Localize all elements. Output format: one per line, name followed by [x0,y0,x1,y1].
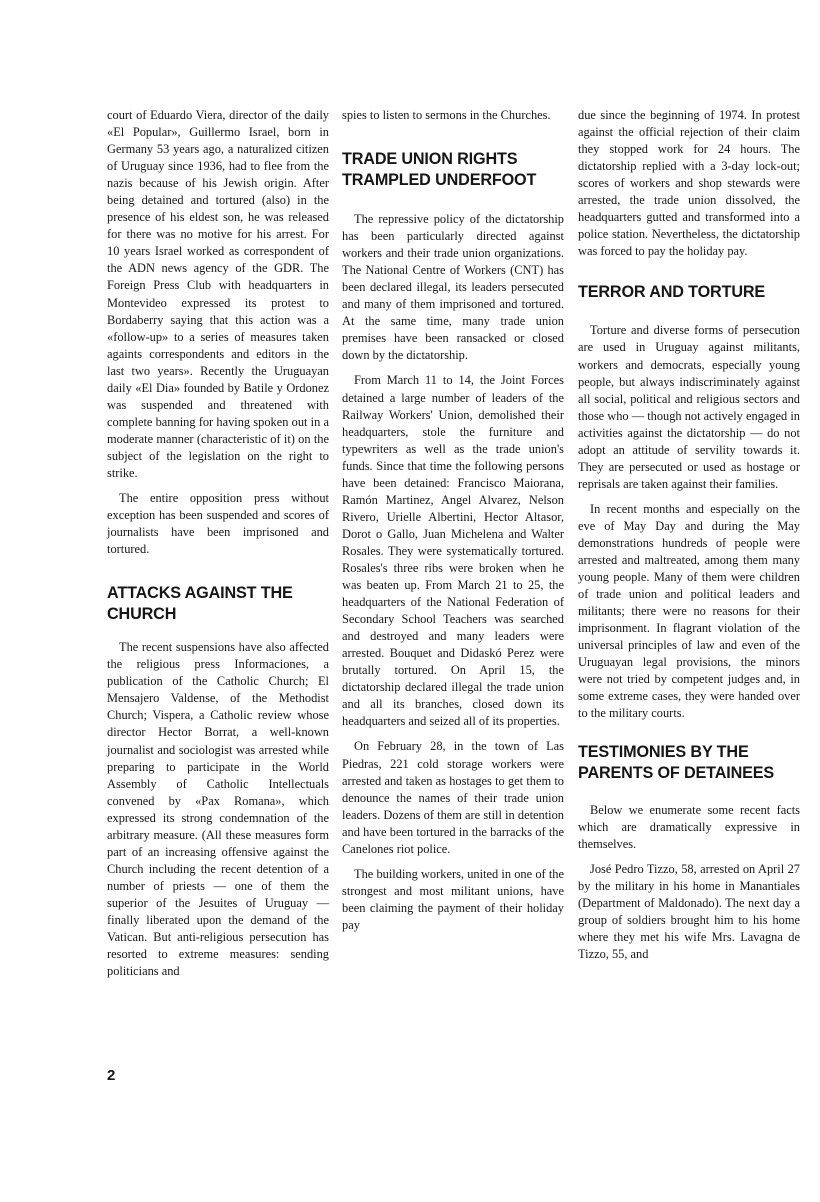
paragraph: From March 11 to 14, the Joint Forces detained a large number of leaders of the Railway Workers' Union, demolished their headquarters, stole the furniture and typewriters as well as the trade union's funds. Since that time the following persons have been detained: Francisco Maiorana, Ramón Martinez, Angel Alvarez, Nelson Rivero, Urielle Albertini, Hector Altasor, Dorot o Gallo, Juan Michelena and Walter Rosales. They were systematically tortured. Rosales's three ribs were broken when he was beaten up. From March 21 to 25, the headquarters of the National Federation of Secondary School Teachers was searched and destroyed and many leaders were arrested. Bouquet and Didaskó Perez were brutally tortured. On April 15, the dictatorship declared illegal the trade union and all its branches, closed down its headquarters and seized all of its properties. [342,373,564,729]
paragraph: Below we enumerate some recent facts which are dramatically expressive in themselves. [578,802,800,851]
section-heading-attacks-church: ATTACKS AGAINST THE CHURCH [107,584,293,624]
column-2 [342,107,564,934]
paragraph: due since the beginning of 1974. In protest against the official rejection of their claim they stopped work for 24 hours. The dictatorship replied with a 3-day lock-out; scores of workers and shop stewards were arrested, the trade union dissolved, the headquarters gutted and transformed into a police station. Nevertheless, the dictatorship was forced to pay the holiday pay. [578,108,800,259]
column-1 [107,107,329,980]
paragraph: José Pedro Tizzo, 58, arrested on April 27 by the military in his home in Manantiales (Department of Maldonado). The next day a group of soldiers brought him to his home where they met his wife Mrs. Lavagna de Tizzo, 55, and [578,861,800,961]
section-heading-terror-torture: TERROR AND TORTURE [578,283,766,302]
page-number: 2 [107,1067,116,1084]
paragraph: The recent suspensions have also affected the religious press Informaciones, a publication of the Catholic Church; El Mensajero Valdense, of the Methodist Church; Vispera, a Catholic review whose director Hector Borrat, a well-known journalist and sociologist was arrested while preparing to participate in the World Assembly of Catholic Intellectuals convened by «Pax Romana», which expressed its strong condemnation of the arbitrary measure. (All these measures form part of an increasing offensive against the Church including the recent detention of a number of priests — one of them the superior of the Jesuites of Uruguay — finally liberated upon the demand of the Vatican. But anti-religious persecution has resorted to extreme measures: sending politicians and [107,640,329,979]
paragraph: Torture and diverse forms of persecution are used in Uruguay against militants, workers and democrats, especially young people, but always indiscriminately against all social, political and religious sectors and those who — though not actively engaged in activities against the dictatorship — do not adopt an attitude of servility towards it. They are persecuted or used as hostage or reprisals are taken against their families. [578,323,800,491]
paragraph: In recent months and especially on the eve of May Day and during the May demonstrations hundreds of people were arrested and maltreated, among them many young people. Many of them were children of trade union and political leaders and militants; there were no reasons for their imprisonment. In flagrant violation of the universal principles of law and even of the Uruguayan legal provisions, the minors were not tried by competent judges and, in some extreme cases, they were handed over to the military courts. [578,501,800,721]
paragraph: On February 28, in the town of Las Piedras, 221 cold storage workers were arrested and taken as hostages to get them to denounce the names of their trade union leaders. Dozens of them are still in detention and have been tortured in the barracks of the Canelones riot police. [342,739,564,856]
column-3 [578,107,800,963]
paragraph: court of Eduardo Viera, director of the daily «El Popular», Guillermo Israel, born in Germany 53 years ago, a naturalized citizen of Uruguay since 1936, had to flee from the nazis because of his Jewish origin. After being detained and tortured (also) in the presence of his eldest son, he was released for there was no motive for his arrest. For 10 years Israel worked as correspondent of the ADN news agency of the GDR. The Foreign Press Club with headquarters in Montevideo expressed its protest to Bordaberry saying that this action was a «follow-up» to a series of measures taken againts correspondents and editors in the last two years». Recently the Uruguayan daily «El Dia» founded by Batile y Ordonez was suspended and threatened with complete banning for having spoken out in a moderate manner (characteristic of it) on the subject of the legislation on the right to strike. [107,108,329,480]
section-heading-testimonies: TESTIMONIES BY THE PARENTS OF DETAINEES [578,742,775,782]
paragraph: The building workers, united in one of the strongest and most militant unions, have been claiming the payment of their holiday pay [342,866,564,932]
paragraph: The repressive policy of the dictatorship has been particularly directed against workers and their trade union organizations. The National Centre of Workers (CNT) has been declared illegal, its leaders persecuted and many of them imprisoned and tortured. At the same time, many trade union premises have been ransacked or closed down by the dictatorship. [342,212,564,363]
paragraph: spies to listen to sermons in the Churches. [342,108,551,122]
section-heading-trade-union: TRADE UNION RIGHTS TRAMPLED UNDERFOOT [342,150,537,190]
paragraph: The entire opposition press without exception has been suspended and scores of journalists have been imprisoned and tortured. [107,491,329,557]
